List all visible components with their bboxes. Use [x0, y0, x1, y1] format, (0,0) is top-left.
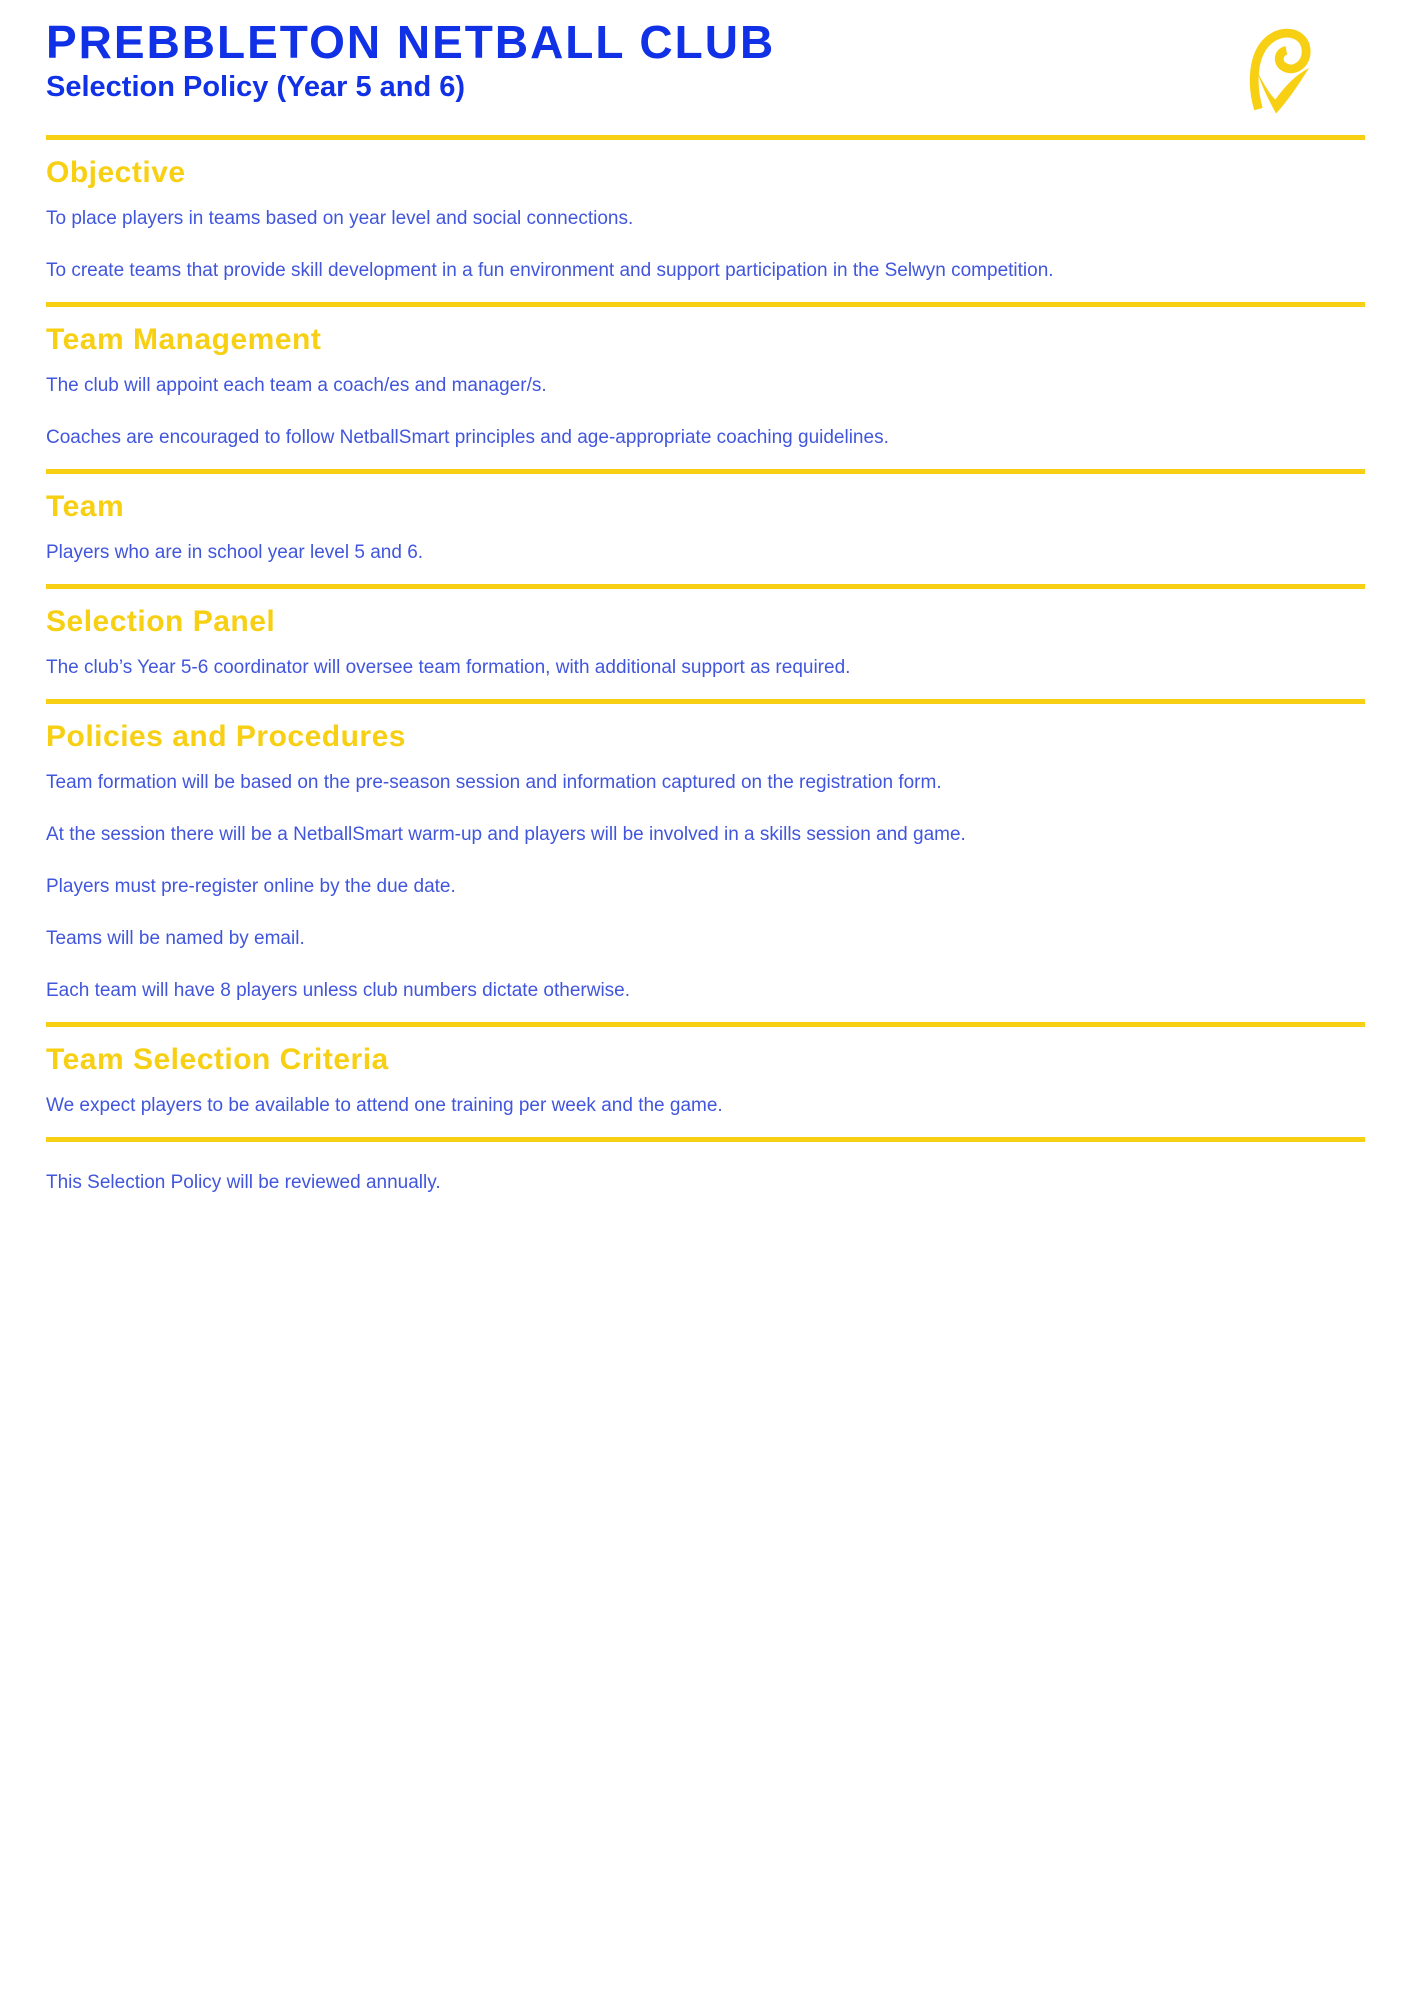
document-subtitle: Selection Policy (Year 5 and 6) — [46, 71, 466, 104]
policy-paragraph: At the session there will be a NetballSmart warm-up and players will be involved in a skills session and game. — [46, 823, 966, 845]
policy-section — [46, 140, 1365, 302]
section-heading: Team Management — [46, 322, 322, 356]
koru-swoosh-logo-icon — [1246, 20, 1312, 116]
document-header — [46, 0, 1365, 135]
section-heading: Policies and Procedures — [46, 719, 406, 753]
policy-paragraph: Players who are in school year level 5 and 6. — [46, 541, 424, 563]
policy-section — [46, 307, 1365, 469]
policy-paragraph: Coaches are encouraged to follow NetballSmart principles and age-appropriate coaching guidelines. — [46, 426, 889, 448]
policy-section — [46, 1027, 1365, 1137]
section-heading: Team — [46, 489, 125, 523]
club-title: PREBBLETON NETBALL CLUB — [46, 16, 776, 68]
section-divider — [46, 1137, 1365, 1142]
policy-paragraph: To create teams that provide skill development in a fun environment and support participation in the Selwyn competition. — [46, 259, 1054, 281]
policy-section — [46, 589, 1365, 699]
review-note: This Selection Policy will be reviewed annually. — [46, 1171, 441, 1193]
section-heading: Selection Panel — [46, 604, 276, 638]
policy-section — [46, 704, 1365, 1022]
policy-section — [46, 474, 1365, 584]
section-heading: Objective — [46, 155, 186, 189]
policy-paragraph: The club’s Year 5-6 coordinator will oversee team formation, with additional support as required. — [46, 656, 851, 678]
policy-sections — [46, 140, 1365, 1142]
policy-paragraph: Teams will be named by email. — [46, 927, 305, 949]
policy-paragraph: To place players in teams based on year level and social connections. — [46, 207, 634, 229]
policy-paragraph: Each team will have 8 players unless club numbers dictate otherwise. — [46, 979, 631, 1001]
section-heading: Team Selection Criteria — [46, 1042, 389, 1076]
policy-paragraph: Players must pre-register online by the due date. — [46, 875, 456, 897]
policy-paragraph: The club will appoint each team a coach/es and manager/s. — [46, 374, 547, 396]
policy-paragraph: We expect players to be available to attend one training per week and the game. — [46, 1094, 723, 1116]
policy-paragraph: Team formation will be based on the pre-season session and information captured on the registration form. — [46, 771, 942, 793]
